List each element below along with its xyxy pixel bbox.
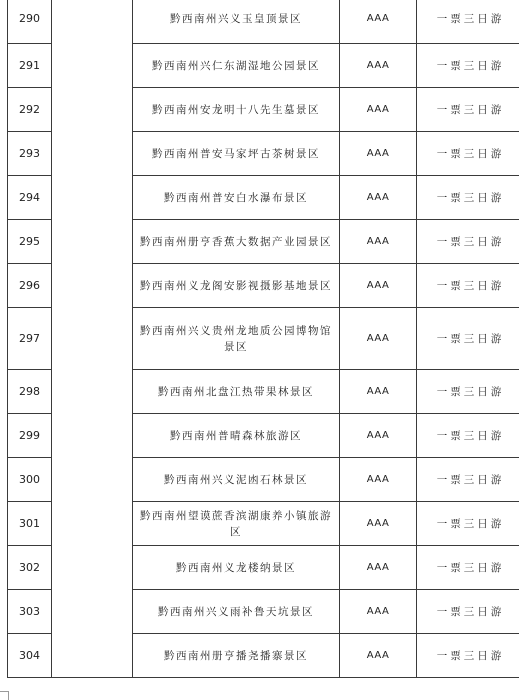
ticket-policy: 一票三日游 <box>417 590 519 634</box>
scenic-area-name: 黔西南州望谟蔗香滨湖康养小镇旅游区 <box>133 502 340 546</box>
scenic-area-name: 黔西南州普安马家坪古茶树景区 <box>133 132 340 176</box>
ticket-policy: 一票三日游 <box>417 308 519 370</box>
scenic-area-name: 黔西南州册亨香蕉大数据产业园景区 <box>133 220 340 264</box>
row-number: 298 <box>8 370 52 414</box>
scenic-area-level: AAA <box>340 176 417 220</box>
scenic-area-table <box>7 0 519 678</box>
scenic-area-name: 黔西南州兴义泥凼石林景区 <box>133 458 340 502</box>
row-number: 291 <box>8 44 52 88</box>
row-number: 297 <box>8 308 52 370</box>
scenic-area-name: 黔西南州北盘江热带果林景区 <box>133 370 340 414</box>
scenic-area-name: 黔西南州普安白水瀑布景区 <box>133 176 340 220</box>
scenic-area-level: AAA <box>340 634 417 678</box>
scenic-area-level: AAA <box>340 44 417 88</box>
row-number: 295 <box>8 220 52 264</box>
row-number: 296 <box>8 264 52 308</box>
row-number: 293 <box>8 132 52 176</box>
row-number: 292 <box>8 88 52 132</box>
row-number: 290 <box>8 0 52 44</box>
ticket-policy: 一票三日游 <box>417 132 519 176</box>
row-number: 304 <box>8 634 52 678</box>
row-number: 294 <box>8 176 52 220</box>
scenic-area-name: 黔西南州册亨播尧播寨景区 <box>133 634 340 678</box>
scenic-area-name: 黔西南州义龙阁安影视摄影基地景区 <box>133 264 340 308</box>
table-row <box>8 0 519 44</box>
ticket-policy: 一票三日游 <box>417 44 519 88</box>
row-number: 301 <box>8 502 52 546</box>
scenic-area-level: AAA <box>340 0 417 44</box>
scenic-area-level: AAA <box>340 502 417 546</box>
ticket-policy: 一票三日游 <box>417 220 519 264</box>
merged-region-cell <box>52 0 133 678</box>
ticket-policy: 一票三日游 <box>417 546 519 590</box>
scenic-area-name: 黔西南州义龙楼纳景区 <box>133 546 340 590</box>
scenic-area-level: AAA <box>340 458 417 502</box>
ticket-policy: 一票三日游 <box>417 88 519 132</box>
scenic-area-level: AAA <box>340 414 417 458</box>
row-number: 303 <box>8 590 52 634</box>
ticket-policy: 一票三日游 <box>417 176 519 220</box>
ticket-policy: 一票三日游 <box>417 0 519 44</box>
table-body <box>8 0 519 678</box>
scenic-area-level: AAA <box>340 220 417 264</box>
scenic-area-level: AAA <box>340 370 417 414</box>
ticket-policy: 一票三日游 <box>417 414 519 458</box>
scenic-area-level: AAA <box>340 132 417 176</box>
ticket-policy: 一票三日游 <box>417 370 519 414</box>
row-number: 302 <box>8 546 52 590</box>
scenic-area-name: 黔西南州兴仁东湖湿地公园景区 <box>133 44 340 88</box>
scenic-area-name: 黔西南州兴义贵州龙地质公园博物馆景区 <box>133 308 340 370</box>
scenic-area-level: AAA <box>340 264 417 308</box>
row-number: 300 <box>8 458 52 502</box>
scenic-area-level: AAA <box>340 308 417 370</box>
ticket-policy: 一票三日游 <box>417 634 519 678</box>
scenic-area-name: 黔西南州兴义雨补鲁天坑景区 <box>133 590 340 634</box>
scenic-area-level: AAA <box>340 590 417 634</box>
page-corner-mark <box>0 691 9 700</box>
row-number: 299 <box>8 414 52 458</box>
scenic-area-level: AAA <box>340 88 417 132</box>
ticket-policy: 一票三日游 <box>417 502 519 546</box>
ticket-policy: 一票三日游 <box>417 264 519 308</box>
scenic-area-name: 黔西南州兴义玉皇顶景区 <box>133 0 340 44</box>
scenic-area-level: AAA <box>340 546 417 590</box>
scenic-area-name: 黔西南州普晴森林旅游区 <box>133 414 340 458</box>
scenic-area-name: 黔西南州安龙明十八先生墓景区 <box>133 88 340 132</box>
ticket-policy: 一票三日游 <box>417 458 519 502</box>
